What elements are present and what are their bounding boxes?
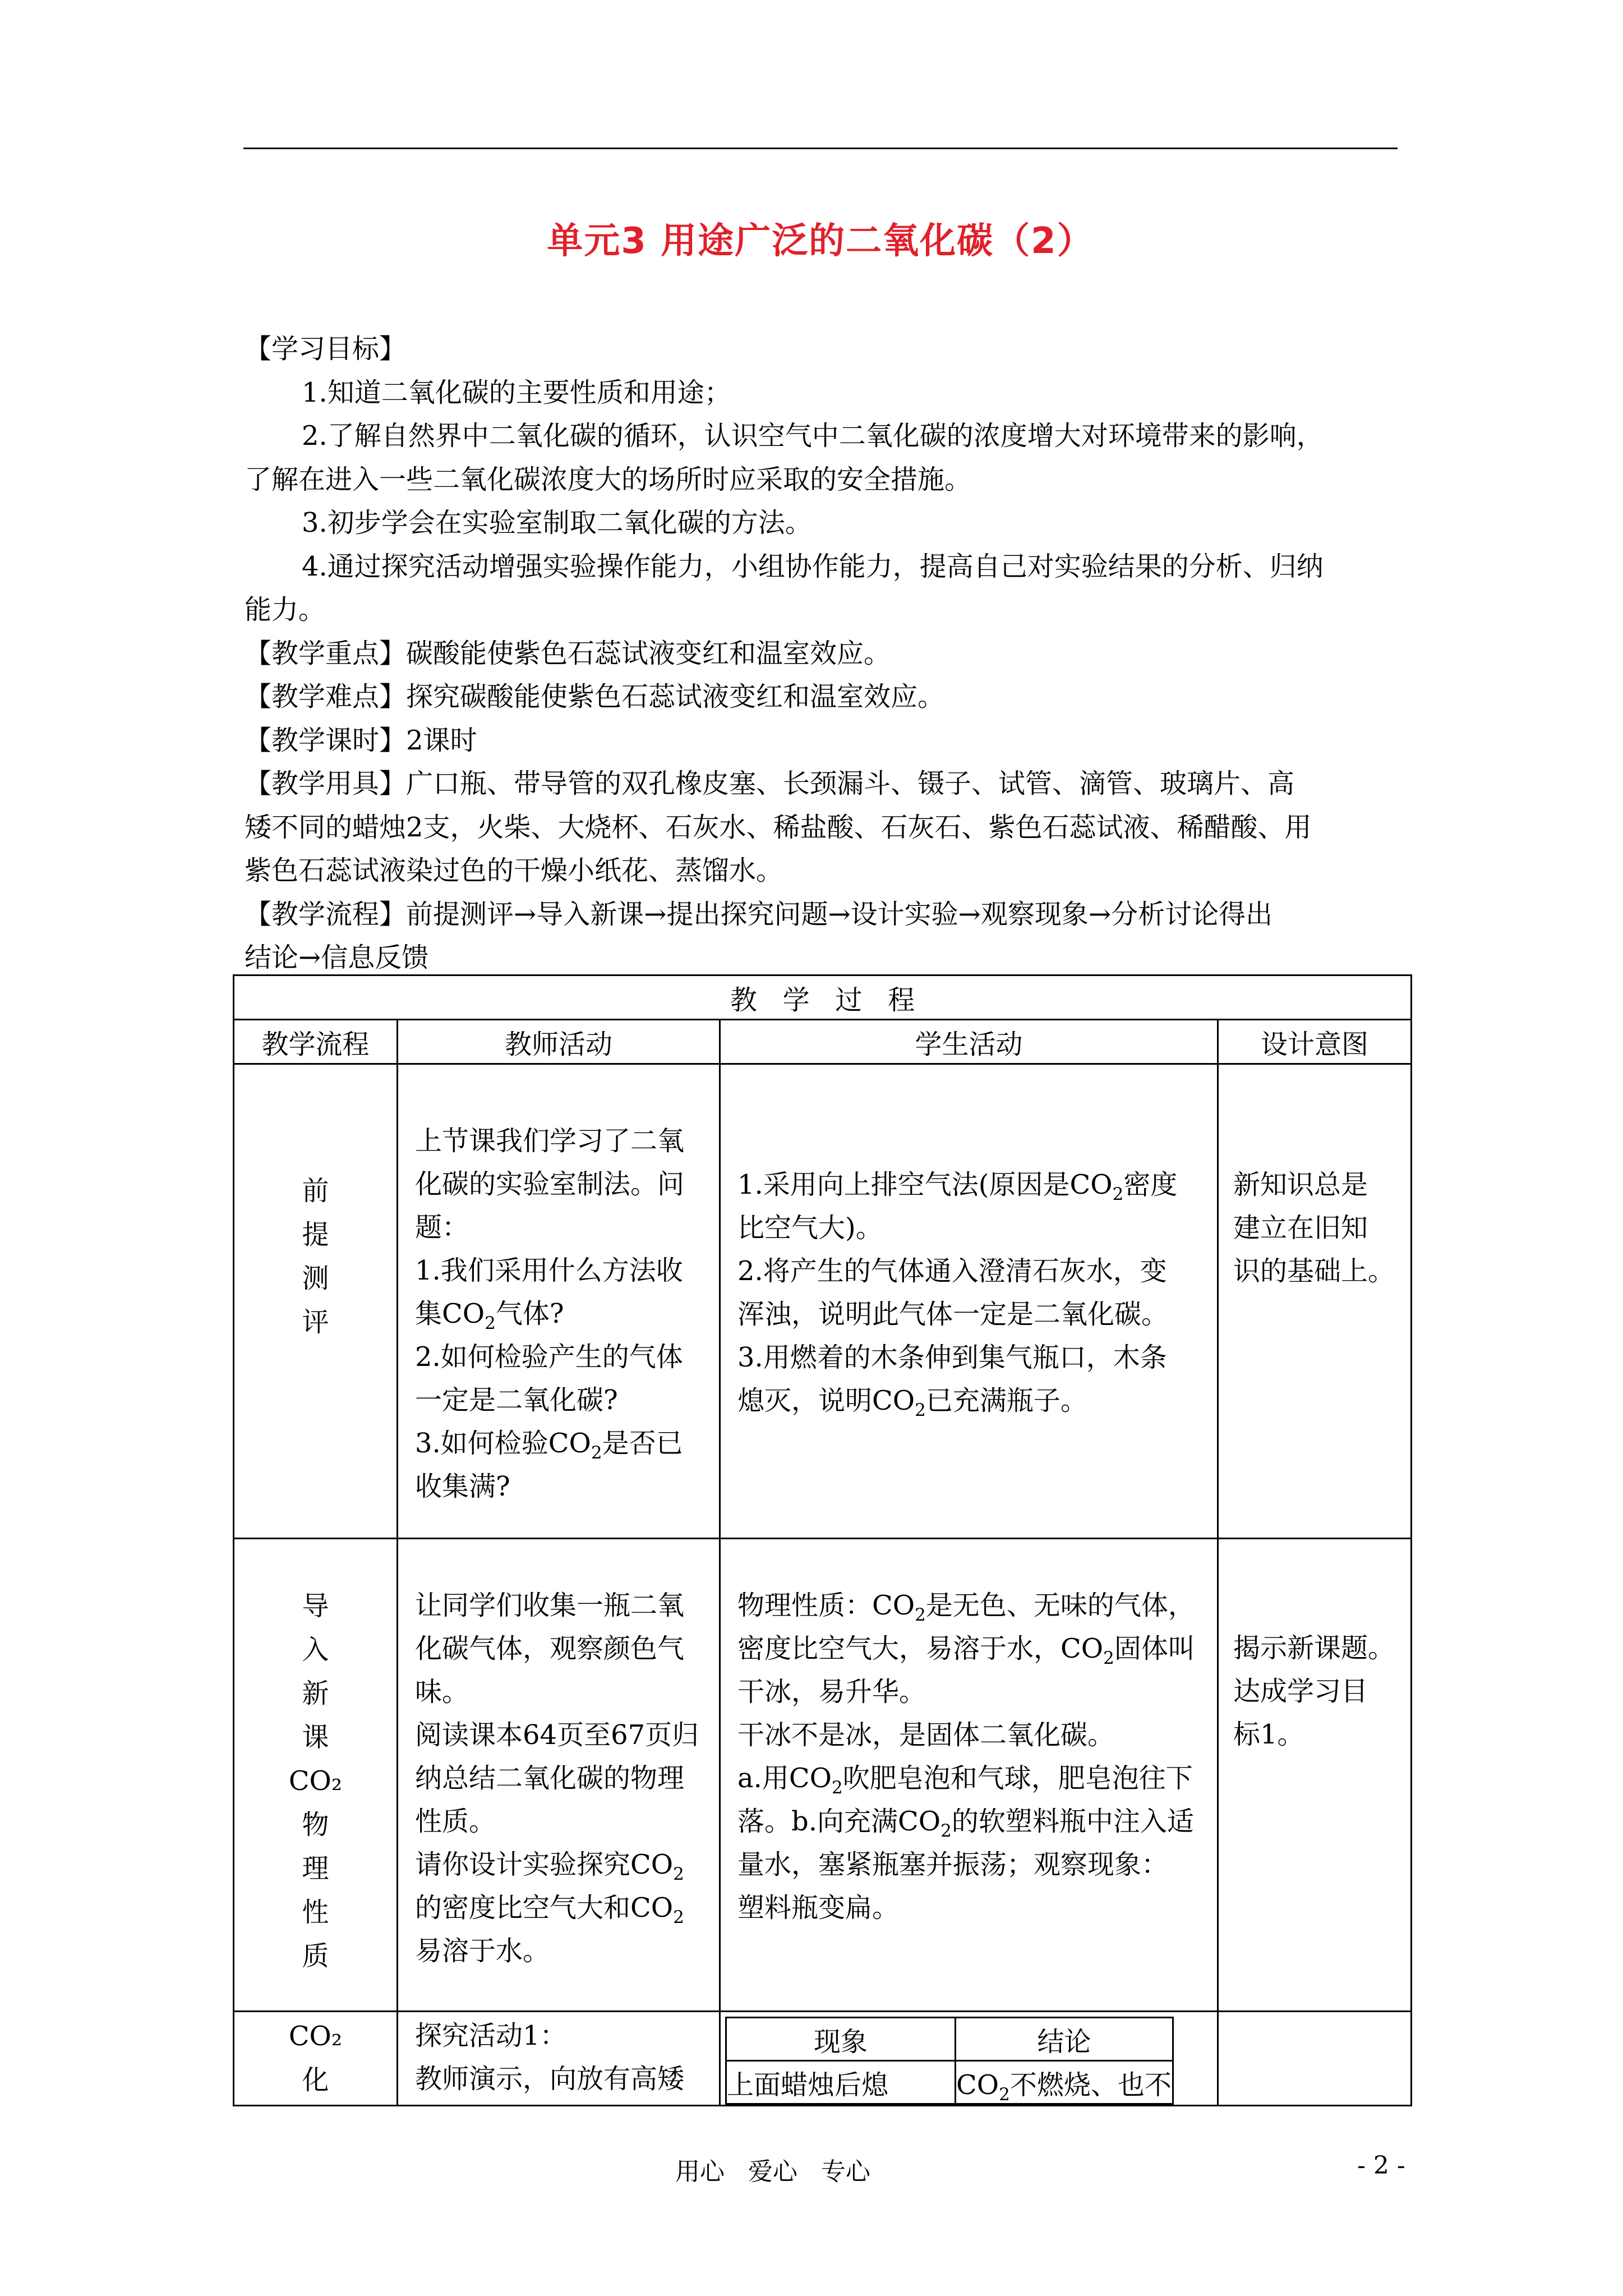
student-line: 浑浊，说明此气体一定是二氧化碳。 bbox=[737, 1299, 1169, 1330]
design-intent-cell bbox=[1218, 2012, 1412, 2106]
stage-char: 入 bbox=[302, 1634, 329, 1665]
text-part: 是否已 bbox=[602, 1428, 683, 1459]
subscript: 2 bbox=[673, 1907, 684, 1927]
tools-line-3: 紫色石蕊试液染过色的干燥小纸花、蒸馏水。 bbox=[245, 855, 783, 886]
table-caption-row bbox=[234, 976, 1412, 1020]
phenomenon-cell: 上面蜡烛后熄 bbox=[726, 2061, 956, 2104]
teacher-line: 阅读课本64页至67页归 bbox=[415, 1719, 699, 1751]
stage-char: 物 bbox=[302, 1809, 329, 1841]
stage-char: 前 bbox=[302, 1175, 329, 1207]
teacher-line: 让同学们收集一瓶二氧 bbox=[415, 1590, 685, 1621]
intent-line: 建立在旧知 bbox=[1233, 1212, 1368, 1244]
intent-line: 达成学习目 bbox=[1233, 1676, 1368, 1707]
conclusion-cell bbox=[956, 2061, 1173, 2104]
header-intent: 设计意图 bbox=[1218, 1020, 1412, 1064]
teacher-line: 题： bbox=[415, 1212, 469, 1243]
subscript: 2 bbox=[1103, 1648, 1114, 1668]
teacher-activity-cell bbox=[398, 2012, 720, 2106]
table-row bbox=[234, 2012, 1412, 2106]
stage-char: 性 bbox=[302, 1897, 329, 1928]
intent-line: 标1。 bbox=[1233, 1719, 1304, 1750]
student-activity-cell bbox=[720, 1064, 1218, 1539]
student-activity-cell bbox=[720, 1539, 1218, 2012]
subscript: 2 bbox=[940, 1821, 952, 1841]
subscript: 2 bbox=[915, 1400, 926, 1420]
stage-char: 理 bbox=[302, 1853, 329, 1884]
tools-line-2: 矮不同的蜡烛2支，火柴、大烧杯、石灰水、稀盐酸、石灰石、紫色石蕊试液、稀醋酸、用 bbox=[245, 811, 1312, 843]
text-part: 集CO bbox=[415, 1298, 485, 1329]
text-part: 密度比空气大，易溶于水，CO bbox=[737, 1633, 1104, 1664]
teacher-line bbox=[415, 1887, 708, 1930]
table-caption: 教 学 过 程 bbox=[234, 976, 1412, 1020]
teacher-line bbox=[415, 1422, 708, 1465]
text-part: CO bbox=[956, 2069, 999, 2101]
table-row bbox=[234, 1539, 1412, 2012]
key-points-label: 【教学重点】 bbox=[245, 637, 407, 669]
stage-char: 新 bbox=[302, 1678, 329, 1709]
stage-char: 提 bbox=[302, 1219, 329, 1250]
objective-1: 1.知道二氧化碳的主要性质和用途； bbox=[302, 376, 731, 408]
text-part: 不燃烧、也不 bbox=[1009, 2069, 1172, 2101]
flow-text-1: 前提测评→导入新课→提出探究问题→设计实验→观察现象→分析讨论得出 bbox=[406, 898, 1273, 930]
header-teacher: 教师活动 bbox=[398, 1020, 720, 1064]
text-part: 请你设计实验探究CO bbox=[415, 1849, 674, 1880]
teacher-line: 味。 bbox=[415, 1676, 469, 1708]
hours bbox=[245, 719, 1400, 763]
text-part: a.用CO bbox=[737, 1763, 832, 1794]
difficulties-text: 探究碳酸能使紫色石蕊试液变红和温室效应。 bbox=[406, 681, 945, 712]
text-part: 气体? bbox=[495, 1298, 564, 1329]
teacher-line: 上节课我们学习了二氧 bbox=[415, 1125, 685, 1157]
stage-char: CO₂ bbox=[288, 1765, 343, 1797]
student-activity-cell bbox=[720, 2012, 1218, 2106]
student-line: 2.将产生的气体通入澄清石灰水，变 bbox=[737, 1255, 1167, 1287]
table-header-row bbox=[234, 1020, 1412, 1064]
text-part: 吹肥皂泡和气球，肥皂泡往下 bbox=[842, 1763, 1193, 1794]
stage-cell bbox=[234, 2012, 398, 2106]
teacher-line: 收集满? bbox=[415, 1471, 510, 1502]
stage-char: CO₂ bbox=[288, 2021, 343, 2052]
intro-section bbox=[245, 328, 1400, 980]
difficulties bbox=[245, 675, 1400, 719]
hours-label: 【教学课时】 bbox=[245, 724, 407, 756]
key-points-text: 碳酸能使紫色石蕊试液变红和温室效应。 bbox=[406, 637, 891, 669]
text-part: 物理性质：CO bbox=[737, 1590, 915, 1621]
phenomenon-conclusion-table bbox=[725, 2017, 1174, 2105]
text-part: 的软塑料瓶中注入适 bbox=[951, 1806, 1194, 1837]
subscript: 2 bbox=[831, 1778, 843, 1798]
header-flow: 教学流程 bbox=[234, 1020, 398, 1064]
teacher-line bbox=[415, 1843, 708, 1887]
text-part: 3.如何检验CO bbox=[415, 1428, 591, 1459]
teacher-line: 一定是二氧化碳? bbox=[415, 1384, 618, 1416]
student-line: 干冰，易升华。 bbox=[737, 1676, 926, 1708]
objective-4a: 4.通过探究活动增强实验操作能力，小组协作能力，提高自己对实验结果的分析、归纳 bbox=[302, 550, 1324, 582]
objective-4b: 能力。 bbox=[245, 594, 326, 625]
student-line: 3.用燃着的木条伸到集气瓶口，木条 bbox=[737, 1342, 1167, 1373]
teacher-line: 性质。 bbox=[415, 1806, 496, 1837]
stage-char: 测 bbox=[302, 1263, 329, 1294]
page-number: - 2 - bbox=[1357, 2151, 1405, 2180]
teacher-line: 2.如何检验产生的气体 bbox=[415, 1341, 683, 1373]
design-intent-cell bbox=[1218, 1539, 1412, 2012]
text-part: 密度 bbox=[1123, 1169, 1178, 1200]
teacher-line bbox=[415, 1292, 708, 1336]
student-line: 比空气大)。 bbox=[737, 1212, 883, 1244]
inner-header-phenomenon: 现象 bbox=[726, 2018, 956, 2061]
page-title: 单元3 用途广泛的二氧化碳（2） bbox=[547, 220, 1094, 262]
student-line: 塑料瓶变扁。 bbox=[737, 1892, 900, 1924]
teacher-line: 化碳的实验室制法。问 bbox=[415, 1168, 685, 1200]
tools-line-1 bbox=[245, 762, 1400, 806]
tools-text-1: 广口瓶、带导管的双孔橡皮塞、长颈漏斗、镊子、试管、滴管、玻璃片、高 bbox=[406, 768, 1295, 799]
objectives-heading: 【学习目标】 bbox=[245, 333, 407, 365]
subscript: 2 bbox=[999, 2084, 1010, 2105]
student-line bbox=[737, 1800, 1206, 1843]
teacher-activity-cell bbox=[398, 1539, 720, 2012]
teacher-line: 教师演示，向放有高矮 bbox=[415, 2063, 685, 2095]
text-part: 已充满瓶子。 bbox=[925, 1385, 1087, 1416]
text-part: 1.采用向上排空气法(原因是CO bbox=[737, 1169, 1113, 1200]
objective-2b: 了解在进入一些二氧化碳浓度大的场所时应采取的安全措施。 bbox=[245, 463, 972, 495]
student-line bbox=[737, 1757, 1206, 1800]
tools-label: 【教学用具】 bbox=[245, 768, 407, 799]
stage-cell bbox=[234, 1539, 398, 2012]
subscript: 2 bbox=[1112, 1184, 1124, 1204]
footer-motto: 用心 爱心 专心 bbox=[675, 2157, 870, 2186]
key-points bbox=[245, 632, 1400, 676]
teaching-process-table bbox=[233, 974, 1412, 2106]
inner-header-conclusion: 结论 bbox=[956, 2018, 1173, 2061]
header-student: 学生活动 bbox=[720, 1020, 1218, 1064]
student-line bbox=[737, 1584, 1206, 1627]
teacher-line: 化碳气体，观察颜色气 bbox=[415, 1633, 685, 1664]
student-line: 量水，塞紧瓶塞并振荡；观察现象： bbox=[737, 1849, 1169, 1880]
hours-text: 2课时 bbox=[406, 724, 477, 756]
stage-char: 质 bbox=[302, 1940, 329, 1972]
text-part: 熄灭，说明CO bbox=[737, 1385, 915, 1416]
stage-char: 化 bbox=[302, 2064, 329, 2096]
header-rule bbox=[243, 148, 1398, 149]
flow-label: 【教学流程】 bbox=[245, 898, 407, 930]
flow-line-1 bbox=[245, 893, 1400, 937]
teacher-line: 1.我们采用什么方法收 bbox=[415, 1255, 683, 1286]
stage-char: 评 bbox=[302, 1306, 329, 1338]
student-line bbox=[737, 1627, 1206, 1671]
intent-line: 新知识总是 bbox=[1233, 1169, 1368, 1200]
difficulties-label: 【教学难点】 bbox=[245, 681, 407, 712]
stage-char: 课 bbox=[302, 1722, 329, 1753]
text-part: 的密度比空气大和CO bbox=[415, 1892, 674, 1924]
teacher-line: 探究活动1： bbox=[415, 2020, 567, 2051]
objective-2a: 2.了解自然界中二氧化碳的循环，认识空气中二氧化碳的浓度增大对环境带来的影响， bbox=[302, 420, 1324, 452]
text-part: 落。b.向充满CO bbox=[737, 1806, 941, 1837]
design-intent-cell bbox=[1218, 1064, 1412, 1539]
stage-char: 导 bbox=[302, 1590, 329, 1622]
stage-cell bbox=[234, 1064, 398, 1539]
table-row bbox=[234, 1064, 1412, 1539]
subscript: 2 bbox=[673, 1864, 684, 1884]
flow-line-2: 结论→信息反馈 bbox=[245, 942, 429, 973]
text-part: 是无色、无味的气体， bbox=[925, 1590, 1195, 1621]
student-line bbox=[737, 1163, 1206, 1207]
intent-line: 揭示新课题。 bbox=[1233, 1632, 1395, 1664]
student-line: 干冰不是冰，是固体二氧化碳。 bbox=[737, 1719, 1115, 1751]
subscript: 2 bbox=[915, 1605, 926, 1625]
student-line bbox=[737, 1379, 1206, 1423]
text-part: 固体叫 bbox=[1114, 1633, 1195, 1664]
teacher-line: 纳总结二氧化碳的物理 bbox=[415, 1763, 685, 1794]
intent-line: 识的基础上。 bbox=[1233, 1255, 1395, 1287]
subscript: 2 bbox=[485, 1313, 496, 1333]
teacher-activity-cell bbox=[398, 1064, 720, 1539]
subscript: 2 bbox=[591, 1443, 602, 1463]
objective-3: 3.初步学会在实验室制取二氧化碳的方法。 bbox=[302, 507, 812, 539]
teacher-line: 易溶于水。 bbox=[415, 1935, 550, 1967]
